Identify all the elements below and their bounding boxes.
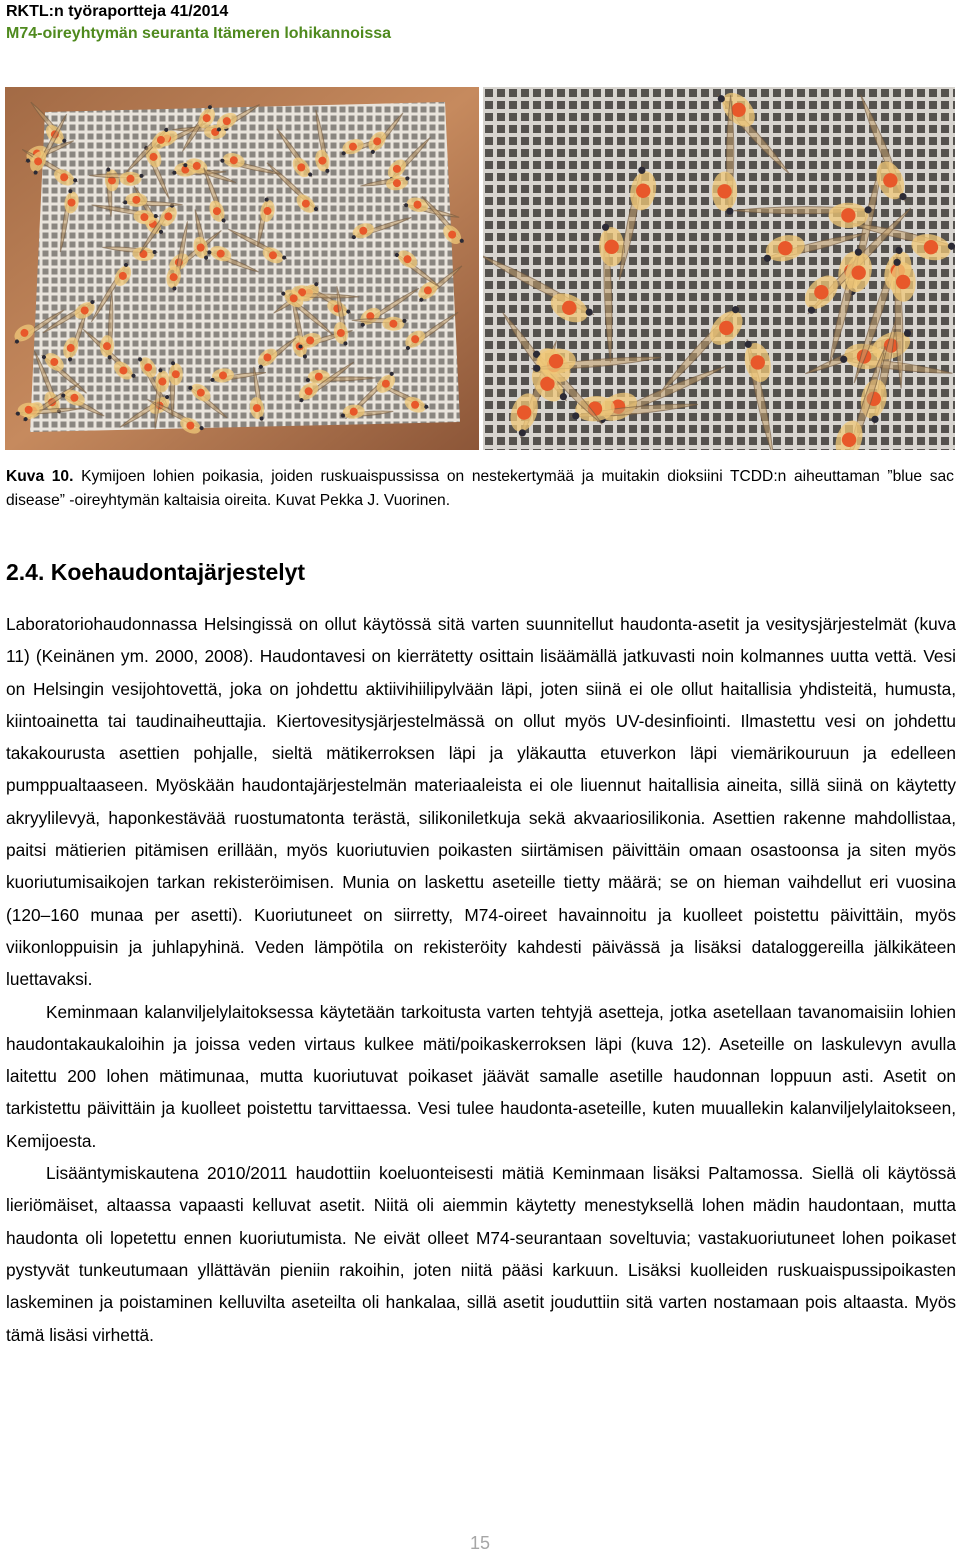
section-body [6,608,956,1351]
report-title: M74-oireyhtymän seuranta Itämeren lohikannoissa [6,25,392,42]
report-series: RKTL:n työraportteja 41/2014 [6,3,229,20]
section-heading: 2.4. Koehaudontajärjestelyt [6,559,306,585]
paragraph: Keminmaan kalanviljelylaitoksessa käytetään tarkoitusta varten tehtyjä asetteja, jotka asetellaan tavanomaisiin lohien haudontakaukaloihin ja joissa veden virtaus kulkee mäti/poikaskerroksen läpi (kuva 12). Aseteille on laskulevyn avulla laitettu 200 lohen mätimunaa, mutta kuoriutuvat poikaset jäävät samalle asetille haudonnan loppuun asti. Asetit on tarkistettu päivittäin ja kuolleet poistettu tarvittaessa. Vesi tulee haudonta-aseteille, kuten muuallekin kalanviljelylaitokseen, Kemijoesta. [6,1001,956,1151]
paragraph: Lisääntymiskautena 2010/2011 haudottiin koeluonteisesti mätiä Keminmaan lisäksi Paltamossa. Siellä oli käytössä lieriömäiset, altaassa vapaasti kelluvat asetit. Niitä oli aiemmin käytetty menestyksellä lohen mädin haudontaan, mutta haudonta oli lopetettu ennen kuoriutumista. Ne eivät olleet M74-seurantaan soveltuvia; vastakuoriutuneet lohen poikaset pystyvät tunkeutumaan yllättävän pieniin rakoihin, joten niitä pääsi karkuun. Lisäksi kuolleiden ruskuaispussipoikasten laskeminen ja poistaminen kelluvilta aseteilta oli hankalaa, sillä asetit jouduttiin sitä varten nostamaan pois altaasta. Myös tämä lisäsi virhettä. [6,1163,956,1345]
caption-text: Kymijoen lohien poikasia, joiden ruskuaispussissa on nestekertymää ja muitakin dioksiini TCDD:n aiheuttaman ”blue sac disease” -oireyhtymän kaltaisia oireita. Kuvat Pekka J. Vuorinen. [6,468,954,509]
left-fish-photo [5,87,479,450]
figure-photos [5,87,955,450]
right-fish-photo [483,87,955,450]
page-number: 15 [469,1533,491,1553]
running-header [6,2,391,46]
paragraph: Laboratoriohaudonnassa Helsingissä on ollut käytössä sitä varten suunnitellut haudonta-asetit ja vesitysjärjestelmät (kuva 11) (Keinänen ym. 2000, 2008). Haudontavesi on kierrätetty osittain lisäämällä jatkuvasti noin kolmannes uutta vettä. Vesi on Helsingin vesijohtovettä, joka on johdettu aktiivihiilipylvään läpi, joten siinä ei ole ollut haitallisia yhdisteitä, humusta, kiintoainetta tai taudinaiheuttajia. Kiertovesitysjärjestelmässä on ollut myös UV-desinfiointi. Ilmastettu vesi on johdettu takakourusta asettien pohjalle, sieltä mätikerroksen läpi ja yläkautta etuverkon läpi viemärikouruun ja edelleen pumppualtaaseen. Myöskään haudontajärjestelmän materiaaleista ei ole liuennut haitallisia aineita, sillä siinä on käytetty akryylilevyä, haponkestävää ruostumatonta terästä, silikoniletkuja sekä akvaariosilikonia. Asettien rakenne mahdollistaa, paitsi mätierien pitämisen erillään, myös kuoriutuvien poikasten siirtämisen päivittäin omaan osastoonsa ja siten myös kuoriutumisaikojen tarkan rekisteröimisen. Munia on laskettu aseteille tietty määrä; se on hieman vaihdellut eri vuosina (120–160 munaa per asetti). Kuoriutuneet on siirretty, M74-oireet havainnoitu ja kuolleet poistettu päivittäin, myös viikonloppuisin ja juhlapyhinä. Veden lämpötila on rekisteröity kahdesti päivässä ja lisäksi dataloggereilla jälkikäteen luettavaksi. [6,614,956,990]
figure-caption [6,465,954,513]
caption-label: Kuva 10. [6,468,74,485]
